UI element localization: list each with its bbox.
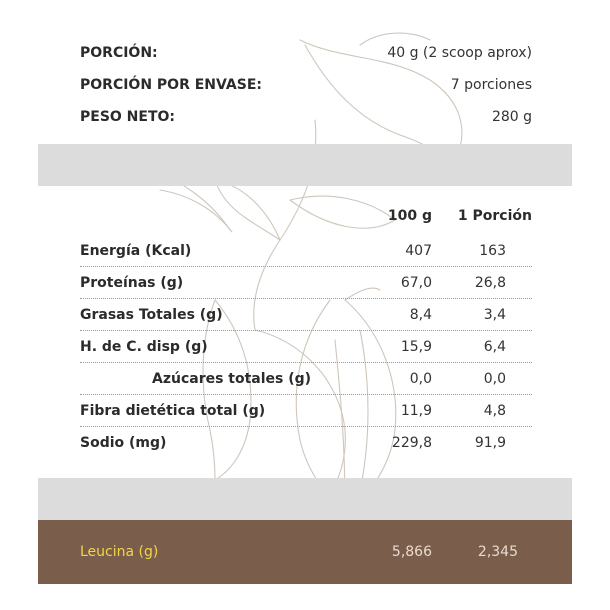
- portion-label: PORCIÓN:: [80, 45, 158, 61]
- nutrition-table-header: [80, 208, 532, 230]
- leucine-per-100g: 5,866: [391, 544, 432, 560]
- value-per-portion: 6,4: [483, 339, 506, 355]
- nutrient-label: Grasas Totales (g): [80, 307, 223, 323]
- table-row: [80, 395, 532, 427]
- nutrient-label: Sodio (mg): [80, 435, 167, 451]
- nutrient-label: Proteínas (g): [80, 275, 184, 291]
- table-row: [80, 235, 532, 267]
- net-weight-value: 280 g: [491, 109, 532, 125]
- value-per-100g: 11,9: [400, 403, 432, 419]
- value-per-portion: 3,4: [483, 307, 506, 323]
- nutrient-label: Azúcares totales (g): [152, 371, 312, 387]
- value-per-100g: 8,4: [409, 307, 432, 323]
- net-weight-row: [80, 105, 532, 129]
- column-header-100g: 100 g: [387, 208, 432, 224]
- table-row: [80, 427, 532, 459]
- servings-per-container-row: [80, 73, 532, 97]
- value-per-100g: 407: [405, 243, 432, 259]
- nutrient-label: Fibra dietética total (g): [80, 403, 266, 419]
- net-weight-label: PESO NETO:: [80, 109, 176, 125]
- leucine-band: [38, 520, 572, 584]
- value-per-portion: 163: [479, 243, 506, 259]
- portion-row: [80, 41, 532, 65]
- table-row: [80, 363, 532, 395]
- table-row: [80, 331, 532, 363]
- servings-per-container-value: 7 porciones: [450, 77, 532, 93]
- table-row: [80, 267, 532, 299]
- leucine-per-portion: 2,345: [477, 544, 518, 560]
- value-per-portion: 91,9: [474, 435, 506, 451]
- nutrient-label: H. de C. disp (g): [80, 339, 208, 355]
- divider-band: [38, 478, 572, 520]
- table-row: [80, 299, 532, 331]
- value-per-portion: 26,8: [474, 275, 506, 291]
- servings-per-container-label: PORCIÓN POR ENVASE:: [80, 77, 262, 93]
- value-per-100g: 67,0: [400, 275, 432, 291]
- column-header-portion: 1 Porción: [457, 208, 532, 224]
- leucine-label: Leucina (g): [80, 544, 159, 560]
- nutrient-label: Energía (Kcal): [80, 243, 192, 259]
- value-per-portion: 4,8: [483, 403, 506, 419]
- divider-band: [38, 144, 572, 186]
- value-per-100g: 15,9: [400, 339, 432, 355]
- value-per-100g: 0,0: [409, 371, 432, 387]
- value-per-portion: 0,0: [483, 371, 506, 387]
- value-per-100g: 229,8: [391, 435, 432, 451]
- portion-value: 40 g (2 scoop aprox): [387, 45, 532, 61]
